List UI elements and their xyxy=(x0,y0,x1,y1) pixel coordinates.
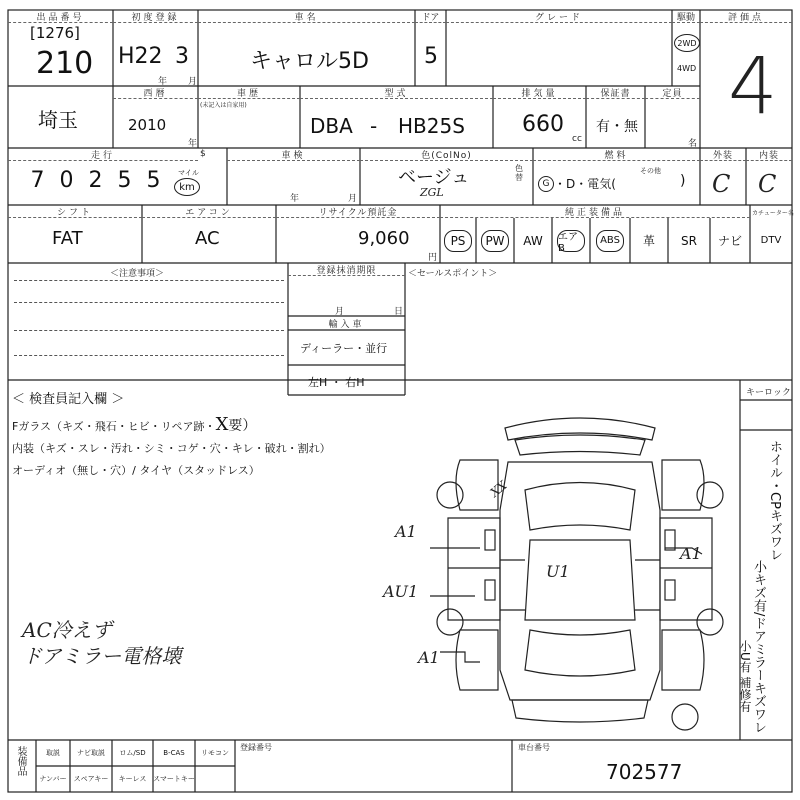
equipment-item: DTV xyxy=(760,235,782,246)
label-grade: グレード xyxy=(446,10,672,23)
mark-xx: XX xyxy=(487,478,510,500)
diagram-wheel-rr xyxy=(697,609,723,635)
label-sales-point: ＜セールスポイント＞ xyxy=(408,269,498,279)
diagram-rear-bumper xyxy=(512,700,648,722)
door-count: 5 xyxy=(424,44,438,69)
glass-mark: X xyxy=(215,414,229,435)
label-inspection: 車検 xyxy=(227,148,360,161)
recycle-amount: 9,060 xyxy=(358,228,410,249)
arrow-a1-lower xyxy=(440,652,480,662)
equipment-item: ナビ xyxy=(717,234,742,248)
dealer-or-parallel: ディーラー・並行 xyxy=(300,342,388,355)
mileage-digit: 7 xyxy=(30,168,45,193)
label-model-year: 西暦 xyxy=(113,86,198,99)
diagram-rear-left-fender xyxy=(456,630,498,690)
fuel-gasoline-circled: G xyxy=(538,176,554,192)
side-note-repair: 小U有 補修有 xyxy=(738,640,752,713)
label-drive: 駆動 xyxy=(672,10,700,23)
fuel-close-paren: ) xyxy=(680,173,686,189)
diagram-windshield xyxy=(525,483,635,531)
equipment-item: SR xyxy=(681,233,697,248)
model-year: 2010 xyxy=(128,116,167,134)
label-equipment: 純正装備品 xyxy=(440,205,750,218)
mile-unit: マイル xyxy=(178,169,199,177)
mark-a1-left: A1 xyxy=(395,522,417,541)
car-damage-diagram xyxy=(430,400,730,735)
glass-tail: 要） xyxy=(228,418,257,434)
bottom-option-item: ナンバー xyxy=(39,775,67,783)
bottom-options-grid xyxy=(36,740,235,792)
diagram-wheel-fr xyxy=(697,482,723,508)
warranty-status: 有・無 xyxy=(596,119,638,135)
model-year-suffix: 年 xyxy=(188,139,198,149)
equipment-cell xyxy=(750,218,792,263)
inspector-line-glass xyxy=(12,414,256,435)
label-first-registration: 初度登録 xyxy=(113,10,198,23)
model-code: HB25S xyxy=(398,114,465,138)
equipment-cell xyxy=(710,218,750,263)
equipment-item: 革 xyxy=(642,234,655,248)
diagram-left-doors xyxy=(448,518,500,620)
handwritten-note-ac: AC冷えず xyxy=(22,618,112,642)
diagram-right-doors xyxy=(660,518,712,620)
inspection-month: 月 xyxy=(348,194,358,204)
model-prefix: DBA xyxy=(310,114,353,138)
inspector-line-audio: オーディオ（無し・穴）/ タイヤ（スタッドレス） xyxy=(12,464,260,477)
label-import: 輸入車 xyxy=(328,319,365,330)
mark-center: U1 xyxy=(546,562,570,581)
equipment-cell xyxy=(668,218,710,263)
label-interior: 内装 xyxy=(746,148,792,161)
region: 埼玉 xyxy=(38,108,78,132)
handwritten-note-mirror: ドアミラー電格壊 xyxy=(22,644,182,668)
equipment-cell xyxy=(514,218,552,263)
mark-a1-lower: A1 xyxy=(418,648,440,667)
label-doors: ドア xyxy=(415,10,446,23)
car-name: キャロル5D xyxy=(250,49,369,74)
label-aircon: エアコン xyxy=(142,205,276,218)
equipment-cell xyxy=(552,218,590,263)
chassis-number: 702577 xyxy=(606,760,683,784)
label-car-name: 車名 xyxy=(198,10,415,23)
label-rating: 評価点 xyxy=(700,10,792,23)
mileage-digits xyxy=(28,168,163,198)
handle-side: 左H ・ 右H xyxy=(308,376,365,389)
diagram-rear-right-fender xyxy=(662,630,704,690)
inspector-line-interior: 内装（キズ・スレ・汚れ・シミ・コゲ・穴・キレ・破れ・割れ） xyxy=(12,442,331,455)
first-reg-month: 3 xyxy=(175,44,189,69)
label-listing-no: 出品番号 xyxy=(8,10,113,23)
equipment-row xyxy=(440,218,792,263)
exterior-grade: C xyxy=(712,170,731,198)
diagram-rear-window xyxy=(525,630,635,676)
model-dash: - xyxy=(370,114,378,138)
km-unit-circled: km xyxy=(174,178,200,196)
history-note: (未記入は自家用) xyxy=(200,102,247,109)
bottom-option-item: ナビ取説 xyxy=(77,749,105,757)
year-suffix: 年 xyxy=(158,77,168,87)
bottom-side-label: 装備品 xyxy=(15,746,26,776)
label-displacement: 排気量 xyxy=(493,86,586,99)
equipment-item: PS xyxy=(444,230,472,252)
label-chassis-no: 車台番号 xyxy=(518,743,550,752)
bottom-option-item xyxy=(195,766,235,792)
diagram-wheel-fl xyxy=(437,482,463,508)
side-note-wheel: ホイル・CPキズワレ xyxy=(767,440,782,561)
aircon-type: AC xyxy=(195,228,220,249)
notes-line xyxy=(14,280,284,281)
label-warranty: 保証書 xyxy=(586,86,645,99)
equipment-item: ABS xyxy=(596,230,624,252)
color-change-tag: 色替 xyxy=(515,164,523,182)
mileage-digit: 5 xyxy=(146,168,161,193)
diagram-front-bumper xyxy=(505,418,655,440)
equipment-cell xyxy=(590,218,630,263)
label-reg-no: 登録番号 xyxy=(240,743,272,752)
bottom-option-item: スマートキー xyxy=(153,775,195,783)
yen-suffix: 円 xyxy=(428,253,438,263)
label-key-lock: キーロック xyxy=(746,388,791,398)
cc-suffix: cc xyxy=(572,134,582,144)
bottom-option-item: スペアキー xyxy=(73,775,109,783)
label-meter-swap: $ xyxy=(200,149,206,159)
label-keys: カチューター名 xyxy=(752,210,794,217)
inspection-year: 年 xyxy=(290,194,300,204)
mileage-digit: 2 xyxy=(88,168,103,193)
label-reg-deadline: 登録抹消期限 xyxy=(288,263,405,276)
deadline-month: 月 xyxy=(335,307,345,317)
month-suffix: 月 xyxy=(188,77,198,87)
color-code: ZGL xyxy=(420,186,444,199)
mark-au1-left: AU1 xyxy=(383,582,419,601)
mileage-digit: 0 xyxy=(59,168,74,193)
equipment-cell xyxy=(630,218,668,263)
side-note-door-mirror: 小キズ有/ドアミラーキズワレ xyxy=(751,560,766,734)
drive-2wd-circled: 2WD xyxy=(674,34,700,52)
notes-line xyxy=(14,330,284,331)
notes-line xyxy=(14,355,284,356)
glass-text: Fガラス（キズ・飛石・ヒビ・リペア跡・ xyxy=(12,420,216,433)
shift-type: FAT xyxy=(52,228,83,249)
bottom-option-item: ロム/SD xyxy=(119,749,146,757)
inspector-title: ＜ 検査員記入欄 ＞ xyxy=(12,392,125,407)
color-name: ベージュ xyxy=(398,167,470,188)
label-mileage: 走行 xyxy=(8,148,198,161)
fuel-options: ・D・電気( xyxy=(554,177,616,191)
label-color: 色(ColNo) xyxy=(360,148,533,161)
diagram-front-right-fender xyxy=(662,460,704,510)
rating-score: 4 xyxy=(728,42,778,132)
equipment-cell xyxy=(476,218,514,263)
diagram-hood-edge xyxy=(515,435,645,455)
mileage-digit: 5 xyxy=(117,168,132,193)
fuel-other-label: その他 xyxy=(640,167,661,175)
label-shift: シフト xyxy=(8,205,142,218)
label-exterior: 外装 xyxy=(700,148,746,161)
drive-4wd: 4WD xyxy=(677,64,697,73)
label-model-code: 型式 xyxy=(300,86,493,99)
label-notes: ＜注意事項＞ xyxy=(110,269,165,279)
notes-line xyxy=(14,302,284,303)
bottom-option-item: キーレス xyxy=(118,775,147,783)
equipment-item: エアB xyxy=(557,230,585,252)
label-recycle: リサイクル預託金 xyxy=(276,205,440,218)
lot-number: 210 xyxy=(36,46,94,81)
bottom-option-item: 取説 xyxy=(46,749,60,757)
deadline-day: 日 xyxy=(394,307,404,317)
bottom-option-item: B-CAS xyxy=(163,749,185,757)
diagram-body xyxy=(500,462,660,700)
label-history: 車歴 xyxy=(198,86,300,99)
diagram-roof xyxy=(525,540,635,620)
era-year: H22 xyxy=(118,44,163,69)
bottom-option-item: リモコン xyxy=(201,749,229,757)
equipment-cell xyxy=(440,218,476,263)
label-capacity: 定員 xyxy=(645,86,700,99)
capacity-suffix: 名 xyxy=(688,139,698,149)
bracket-number: [1276] xyxy=(30,24,80,42)
diagram-spare-wheel xyxy=(672,704,698,730)
displacement: 660 xyxy=(522,112,564,137)
equipment-item: AW xyxy=(523,233,543,248)
interior-grade: C xyxy=(758,170,777,198)
mark-a1-right: A1 xyxy=(680,544,702,563)
label-fuel: 燃料 xyxy=(533,148,700,161)
equipment-item: PW xyxy=(481,230,509,252)
diagram-wheel-rl xyxy=(437,609,463,635)
